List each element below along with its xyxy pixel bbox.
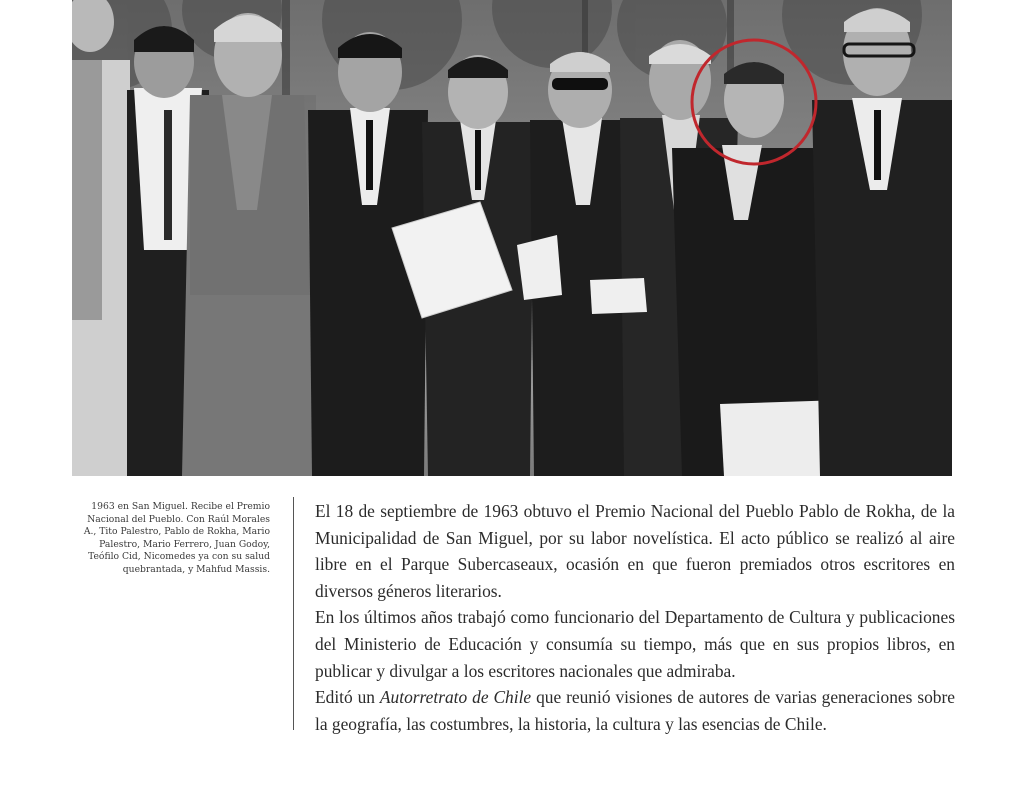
paragraph-3-end: que reunió visiones de autores de varias generaciones sobre la geografía, las costumbres, la historia, la cultura y las esencias de Chile. bbox=[315, 687, 955, 734]
group-photograph-drawing bbox=[72, 0, 952, 476]
paragraph-1: El 18 de septiembre de 1963 obtuvo el Premio Nacional del Pueblo Pablo de Rokha, de la Municipalidad de San Miguel, por su labor novelística. El acto público se realizó al aire libre en el Parque Subercaseaux, ocasión en que fueron premiados otros escritores en diversos géneros literarios. bbox=[315, 501, 955, 601]
photo-caption: 1963 en San Miguel. Recibe el Premio Nacional del Pueblo. Con Raúl Morales A., Tito Palestro, Pablo de Rokha, Mario Palestro, Mario Ferrero, Juan Godoy, Teófilo Cid, Nicomedes ya con su salud quebrantada, y Mahfud Massis. bbox=[83, 501, 270, 575]
paragraph-3 bbox=[315, 684, 955, 737]
group-photograph bbox=[72, 0, 952, 476]
body-text bbox=[315, 498, 955, 737]
person-1 bbox=[72, 0, 130, 476]
book-title: Autorretrato de Chile bbox=[379, 687, 532, 708]
column-divider bbox=[293, 497, 294, 730]
paragraph-3-start: Editó un bbox=[315, 687, 380, 708]
paragraph-2: En los últimos años trabajó como funcionario del Departamento de Cultura y publicaciones del Ministerio de Educación y consumía su tiempo, más que en sus propios libros, en publicar y divulgar a los escritores nacionales que admiraba. bbox=[315, 607, 955, 681]
